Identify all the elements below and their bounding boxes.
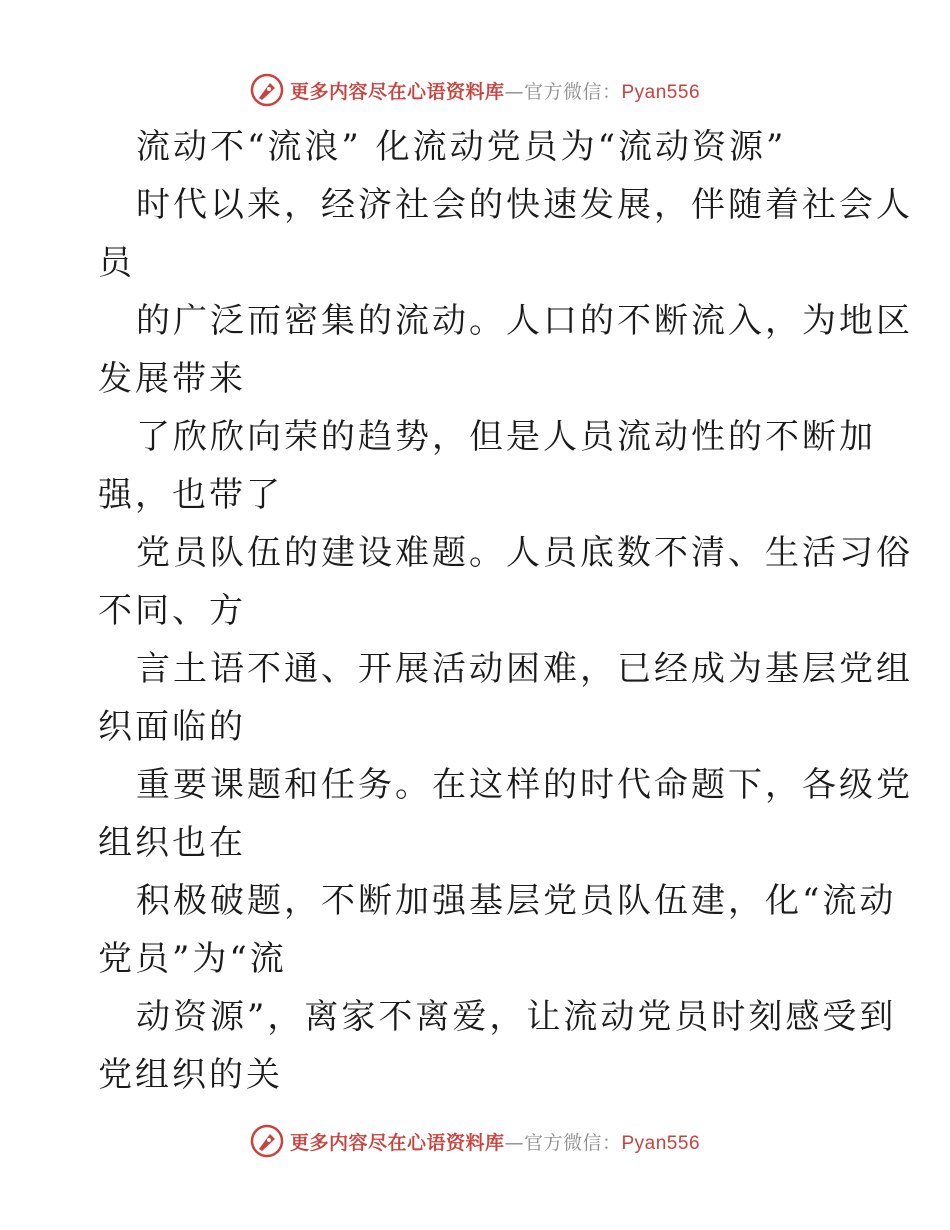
body-line: 了欣欣向荣的趋势，但是人员流动性的不断加 bbox=[136, 417, 876, 457]
body-line: 强，也带了 bbox=[98, 475, 283, 515]
body-line: 发展带来 bbox=[98, 359, 246, 399]
body-line: 重要课题和任务。在这样的时代命题下，各级党 bbox=[136, 765, 913, 805]
banner-text bbox=[290, 1128, 700, 1155]
document-body bbox=[98, 118, 913, 1104]
body-line: 言土语不通、开展活动困难，已经成为基层党组 bbox=[136, 649, 913, 689]
body-line: 织面临的 bbox=[98, 707, 246, 747]
pen-nib-logo-icon bbox=[250, 1124, 284, 1158]
banner-wechat-id: Pyan556 bbox=[621, 81, 701, 103]
banner-wechat-id: Pyan556 bbox=[621, 1132, 701, 1154]
pen-nib-logo-icon bbox=[250, 73, 284, 107]
body-line: 不同、方 bbox=[98, 591, 246, 631]
header-banner bbox=[0, 70, 950, 110]
body-line: 党员队伍的建设难题。人员底数不清、生活习俗 bbox=[136, 533, 913, 573]
document-title-line: 流动不“流浪” 化流动党员为“流动资源” bbox=[136, 127, 787, 167]
footer-banner bbox=[0, 1121, 950, 1161]
body-line: 的广泛而密集的流动。人口的不断流入，为地区 bbox=[136, 301, 913, 341]
banner-site-name: 更多内容尽在心语资料库 bbox=[289, 80, 505, 103]
body-line: 党员”为“流 bbox=[98, 939, 287, 979]
body-line: 党组织的关 bbox=[98, 1055, 283, 1095]
banner-wechat-label: —官方微信： bbox=[504, 1131, 622, 1154]
body-line: 组织也在 bbox=[98, 823, 246, 863]
banner-text bbox=[290, 77, 700, 104]
body-line: 动资源”，离家不离爱，让流动党员时刻感受到 bbox=[136, 997, 897, 1037]
body-line: 积极破题，不断加强基层党员队伍建，化“流动 bbox=[136, 881, 897, 921]
banner-site-name: 更多内容尽在心语资料库 bbox=[289, 1131, 505, 1154]
body-line: 时代以来，经济社会的快速发展，伴随着社会人 bbox=[136, 185, 913, 225]
body-line: 员 bbox=[98, 243, 135, 283]
banner-wechat-label: —官方微信： bbox=[504, 80, 622, 103]
